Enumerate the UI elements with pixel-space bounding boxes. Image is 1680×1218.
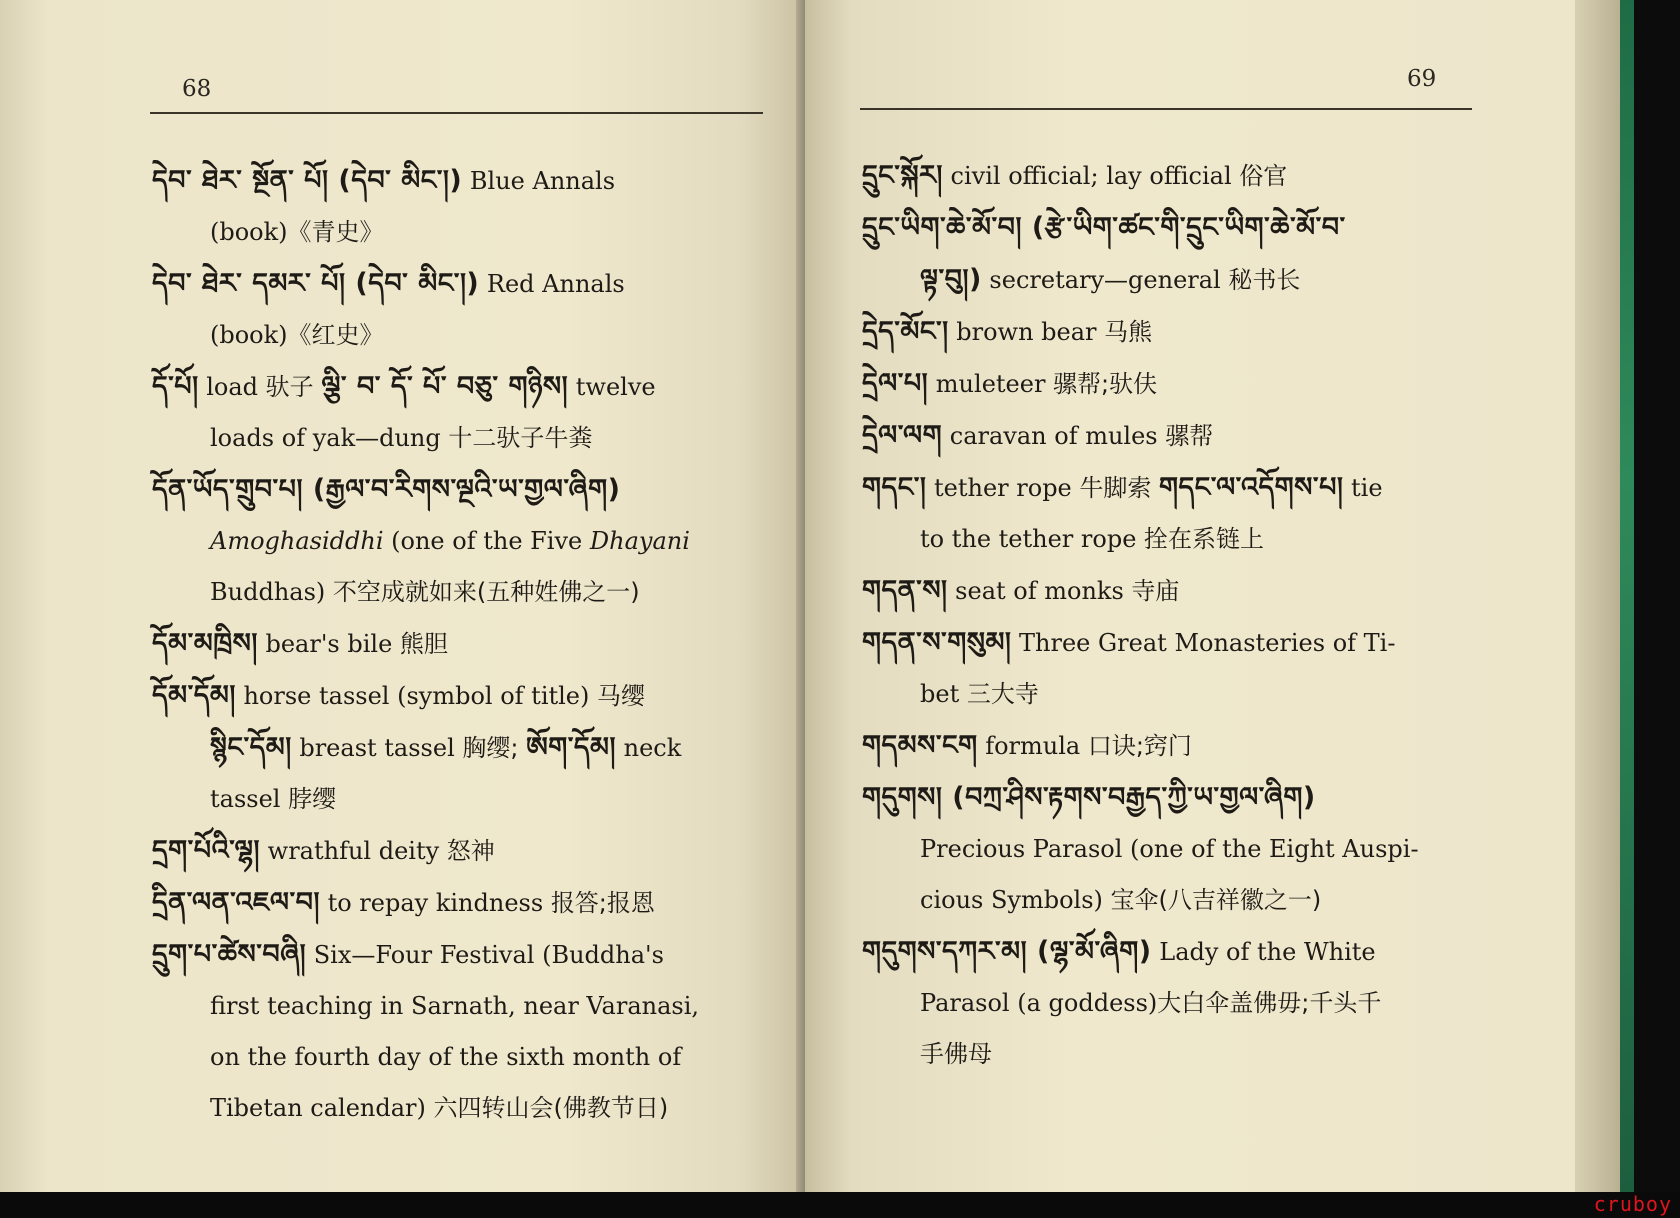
dictionary-entry	[862, 720, 1477, 772]
header-rule-right	[860, 108, 1472, 110]
entry-headline	[862, 926, 1477, 978]
entry-headline	[862, 772, 1477, 824]
page-number-right: 69	[1407, 66, 1437, 92]
english-gloss: Precious Parasol (one of the Eight Auspi-	[920, 835, 1419, 863]
chinese-gloss: 骡帮;驮伕	[1053, 370, 1158, 398]
entry-headline	[862, 358, 1477, 410]
chinese-gloss: 报答;报恩	[550, 889, 655, 917]
tibetan-term: དེབ་ ཐེར་ དམར་ པོ། (དེབ་ མིང་།)	[152, 268, 480, 299]
english-gloss: first teaching in Sarnath, near Varanasi,	[210, 992, 700, 1020]
left-page	[0, 0, 805, 1192]
page-edges	[1575, 0, 1620, 1192]
dictionary-entry	[152, 670, 767, 825]
chinese-gloss: 驮子	[265, 373, 322, 401]
dictionary-entry	[152, 464, 767, 618]
entry-headline	[152, 929, 767, 981]
tibetan-term: དྲེལ་ལག	[862, 420, 943, 451]
english-gloss: Parasol (a goddess)	[920, 989, 1158, 1017]
entry-continuation	[152, 516, 767, 567]
chinese-gloss: 胸缨;	[462, 734, 527, 762]
chinese-gloss: 脖缨	[288, 785, 337, 813]
dictionary-entry	[152, 877, 767, 929]
chinese-gloss: 拴在系链上	[1144, 525, 1265, 553]
entry-headline	[152, 258, 767, 310]
chinese-gloss: 不空成就如来(五种姓佛之一)	[332, 578, 640, 606]
english-gloss: seat of monks	[947, 577, 1132, 605]
entry-continuation	[152, 774, 767, 825]
tibetan-term: དྲུང་ཡིག་ཆེ་མོ་བ། (རྩེ་ཡིག་ཚང་གི་དྲུང་ཡིག་ཆེ་མོ་བ་	[862, 212, 1346, 243]
entry-headline	[862, 617, 1477, 669]
english-gloss: load	[198, 373, 266, 401]
tibetan-term: དོན་ཡོད་གྲུབ་པ། (རྒྱལ་བ་རིགས་ལྔའི་ཡ་གྱལ་ཞིག)	[152, 474, 621, 505]
dictionary-entry	[862, 150, 1477, 202]
bottom-shadow	[0, 1192, 1680, 1218]
dictionary-entry	[862, 617, 1477, 720]
entry-continuation	[862, 875, 1477, 926]
chinese-gloss: 《青史》	[287, 218, 384, 246]
chinese-gloss: 骡帮	[1165, 422, 1214, 450]
tibetan-term: དྲུང་སྐོར།	[862, 160, 943, 191]
tibetan-term: གདུགས། (བཀྲ་ཤིས་རྟགས་བརྒྱད་ཀྱི་ཡ་གྱལ་ཞིག)	[862, 782, 1316, 813]
english-gloss: Red Annals	[479, 270, 625, 298]
english-gloss: secretary—general	[981, 266, 1229, 294]
tibetan-term: དྲུག་པ་ཚེས་བཞི།	[152, 939, 307, 970]
english-gloss: breast tassel	[291, 734, 463, 762]
english-gloss: loads of yak—dung	[210, 424, 449, 452]
tibetan-term: གདམས་ངག	[862, 730, 978, 761]
dictionary-entry	[152, 361, 767, 464]
right-page	[805, 0, 1575, 1192]
entry-continuation	[152, 1083, 767, 1134]
dictionary-entry	[152, 258, 767, 361]
english-gloss: to the tether rope	[920, 525, 1145, 553]
english-gloss: cious Symbols)	[920, 886, 1111, 914]
chinese-gloss: 三大寺	[966, 680, 1039, 708]
tibetan-term: གདང་ལ་འདོགས་པ།	[1159, 472, 1344, 503]
entry-headline	[862, 306, 1477, 358]
entry-continuation	[862, 669, 1477, 720]
chinese-gloss: 俗官	[1239, 162, 1288, 190]
english-gloss: wrathful deity	[260, 837, 447, 865]
entry-headline	[862, 150, 1477, 202]
dictionary-entry	[862, 462, 1477, 565]
tibetan-term: དོ་པོ།	[152, 371, 199, 402]
green-cover-edge	[1620, 0, 1634, 1192]
tibetan-term: གདན་ས།	[862, 575, 948, 606]
tibetan-term: གདུགས་དཀར་མ། (ལྷ་མོ་ཞིག)	[862, 936, 1152, 967]
chinese-gloss: 宝伞(八吉祥徽之一)	[1110, 886, 1322, 914]
chinese-gloss: 六四转山会(佛教节日)	[433, 1094, 669, 1122]
entry-headline	[152, 825, 767, 877]
dictionary-entry	[862, 410, 1477, 462]
entry-continuation	[152, 310, 767, 361]
english-gloss: (one of the Five	[383, 527, 590, 555]
chinese-gloss: 口诀;窍门	[1087, 732, 1192, 760]
entry-continuation	[862, 824, 1477, 875]
english-gloss: (book)	[210, 218, 288, 246]
english-gloss: bet	[920, 680, 967, 708]
english-gloss: Six—Four Festival (Buddha's	[306, 941, 664, 969]
chinese-gloss: 《红史》	[287, 321, 384, 349]
english-gloss: civil official; lay official	[942, 162, 1240, 190]
english-gloss: formula	[977, 732, 1088, 760]
english-gloss: Blue Annals	[462, 167, 616, 195]
english-gloss: (book)	[210, 321, 288, 349]
chinese-gloss: 牛脚索	[1079, 474, 1160, 502]
tibetan-term: དྲེལ་པ།	[862, 368, 929, 399]
dictionary-entry	[152, 618, 767, 670]
dictionary-entry	[152, 155, 767, 258]
tibetan-term: དོམ་དོམ།	[152, 680, 236, 711]
tibetan-term: དོམ་མཁྲིས།	[152, 628, 258, 659]
entry-continuation	[152, 413, 767, 464]
left-entries	[152, 155, 767, 1134]
english-term-italic: Dhayani	[589, 527, 690, 555]
chinese-gloss: 寺庙	[1131, 577, 1180, 605]
dictionary-entry	[862, 772, 1477, 926]
tibetan-term: དྲིན་ལན་འཇལ་བ།	[152, 887, 320, 918]
entry-continuation	[152, 981, 767, 1032]
chinese-gloss: 马缨	[597, 682, 646, 710]
entry-continuation	[152, 207, 767, 258]
english-gloss: caravan of mules	[942, 422, 1166, 450]
entry-continuation	[152, 1032, 767, 1083]
entry-continuation	[862, 978, 1477, 1029]
entry-headline	[152, 361, 767, 413]
chinese-gloss: 马熊	[1104, 318, 1153, 346]
english-gloss: brown bear	[948, 318, 1105, 346]
entry-continuation	[862, 1029, 1477, 1080]
english-gloss: bear's bile	[257, 630, 400, 658]
entry-headline	[152, 155, 767, 207]
english-gloss: Three Great Monasteries of Ti-	[1011, 629, 1396, 657]
tibetan-term: གདང་།	[862, 472, 927, 503]
tibetan-term: དེབ་ ཐེར་ སྔོན་ པོ། (དེབ་ མིང་།)	[152, 165, 463, 196]
tibetan-term: དྲེད་མོང་།	[862, 316, 949, 347]
entry-headline	[152, 877, 767, 929]
english-gloss: twelve	[568, 373, 656, 401]
tibetan-term: ལྟ་བུ།)	[920, 264, 982, 295]
english-gloss: horse tassel (symbol of title)	[235, 682, 598, 710]
tibetan-term: ཨོག་དོམ།	[526, 732, 616, 763]
entry-headline	[152, 670, 767, 722]
tibetan-term: སྙིང་དོམ།	[210, 732, 292, 763]
dictionary-entry	[862, 926, 1477, 1080]
entry-headline	[152, 618, 767, 670]
entry-headline	[862, 462, 1477, 514]
english-gloss: tassel	[210, 785, 289, 813]
entry-headline	[152, 464, 767, 516]
tibetan-term: གདན་ས་གསུམ།	[862, 627, 1012, 658]
tibetan-term: དྲག་པོའི་ལྷ།	[152, 835, 261, 866]
entry-headline	[862, 720, 1477, 772]
chinese-gloss: 手佛母	[920, 1040, 992, 1068]
english-gloss: Lady of the White	[1151, 938, 1376, 966]
dictionary-entry	[862, 306, 1477, 358]
entry-continuation	[862, 514, 1477, 565]
header-rule-left	[150, 112, 763, 114]
entry-headline	[862, 202, 1477, 254]
right-entries	[862, 150, 1477, 1080]
chinese-gloss: 熊胆	[399, 630, 448, 658]
dictionary-entry	[152, 929, 767, 1134]
entry-continuation	[152, 567, 767, 618]
entry-headline	[862, 565, 1477, 617]
english-term-italic: Amoghasiddhi	[210, 527, 384, 555]
english-gloss: on the fourth day of the sixth month of	[210, 1043, 682, 1071]
dictionary-entry	[152, 825, 767, 877]
english-gloss: to repay kindness	[319, 889, 551, 917]
watermark: cruboy	[1593, 1192, 1672, 1216]
entry-headline	[862, 410, 1477, 462]
english-gloss: Tibetan calendar)	[210, 1094, 434, 1122]
english-gloss: tether rope	[926, 474, 1080, 502]
entry-continuation	[152, 722, 767, 774]
page-number-left: 68	[182, 76, 212, 102]
chinese-gloss: 秘书长	[1228, 266, 1301, 294]
chinese-gloss: 怒神	[446, 837, 495, 865]
english-gloss: tie	[1343, 474, 1383, 502]
chinese-gloss: 大白伞盖佛毋;千头千	[1157, 989, 1382, 1017]
entry-continuation	[862, 254, 1477, 306]
english-gloss: Buddhas)	[210, 578, 333, 606]
chinese-gloss: 十二驮子牛粪	[448, 424, 593, 452]
dictionary-entry	[862, 565, 1477, 617]
english-gloss: muleteer	[928, 370, 1054, 398]
dictionary-entry	[862, 202, 1477, 306]
dictionary-entry	[862, 358, 1477, 410]
english-gloss: neck	[616, 734, 682, 762]
tibetan-term: ལྕི་ བ་ དོ་ པོ་ བཅུ་ གཉིས།	[321, 371, 569, 402]
